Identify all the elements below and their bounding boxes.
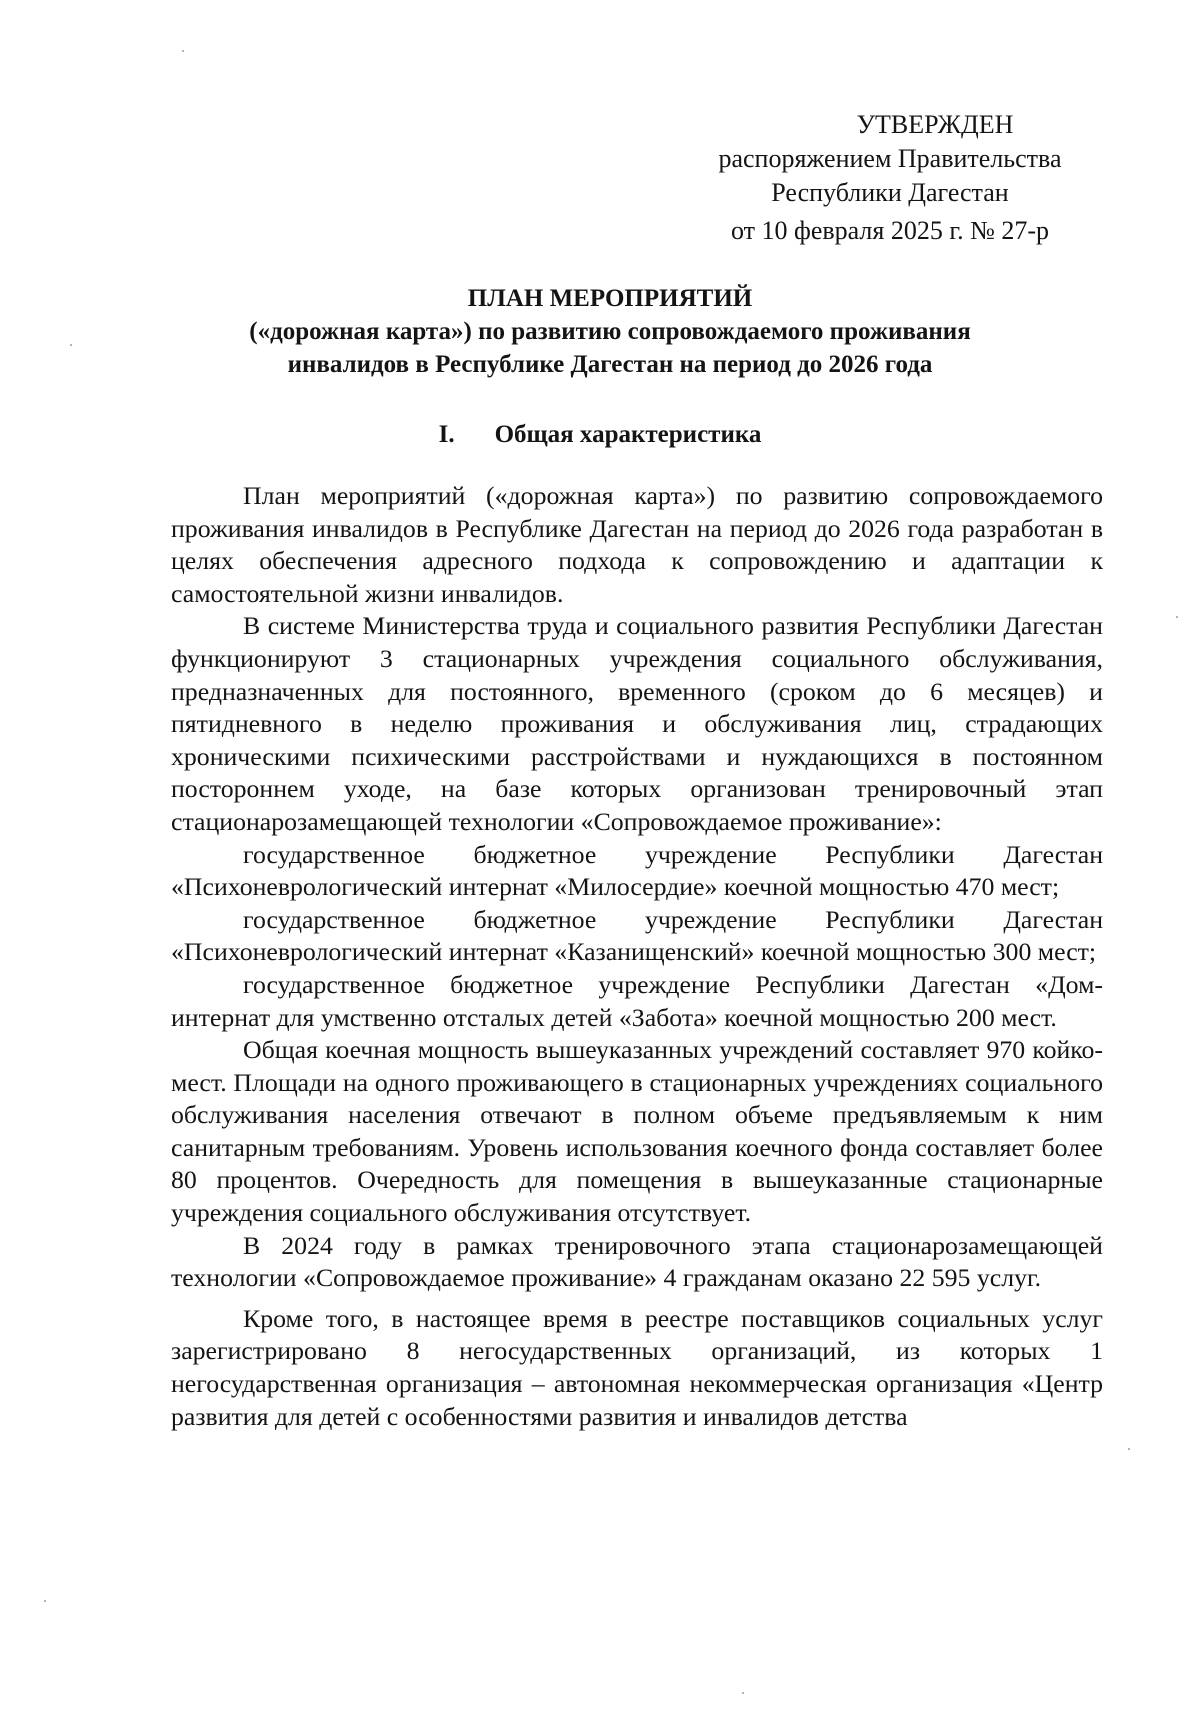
scan-speck [742, 1692, 744, 1694]
paragraph-institutions: В системе Министерства труда и социального развития Республики Дагестан функционируют 3 стационарных учреждения социального обслуживания, предназначенных для постоянного, временного (сроком до 6 месяцев) и пятидневного в неделю проживания и обслуживания лиц, страдающих хроническими психическими расстройствами и нуждающихся в постоянном постороннем уходе, на базе которых организован тренировочный этап стационарозамещающей технологии «Сопровождаемое проживание»: [171, 611, 1103, 836]
scan-speck [182, 50, 184, 52]
section-number: I. [438, 421, 455, 448]
paragraph-intro: План мероприятий («дорожная карта») по развитию сопровождаемого проживания инвалидов в Республике Дагестан на период до 2026 года разработан в целях обеспечения адресного подхода к сопровождению и адаптации к самостоятельной жизни инвалидов. [171, 481, 1103, 608]
scan-speck [1128, 1448, 1130, 1450]
section-title: Общая характеристика [494, 421, 762, 448]
approval-date-number: от 10 февраля 2025 г. № 27-р [730, 216, 1050, 245]
paragraph-registry: Кроме того, в настоящее время в реестре поставщиков социальных услуг зарегистрировано 8 негосударственных организаций, из которых 1 негосударственная организация – автономная некоммерческая организация «Центр развития для детей с особенностями развития и инвалидов детства [171, 1303, 1103, 1431]
scan-speck [44, 1600, 46, 1602]
scan-speck [1176, 616, 1178, 618]
scan-speck [70, 344, 72, 346]
approval-region: Республики Дагестан [771, 178, 1009, 207]
paragraph-capacity: Общая коечная мощность вышеуказанных учреждений составляет 970 койко-мест. Площади на одного проживающего в стационарных учреждениях социального обслуживания населения отвечают в полном объеме предъявляемым к ним санитарным требованиям. Уровень использования коечного фонда составляет более 80 процентов. Очередность для помещения в вышеуказанные стационарные учреждения социального обслуживания отсутствует. [171, 1035, 1103, 1228]
approval-issuer: распоряжением Правительства [718, 144, 1062, 173]
approval-stamp-block [660, 108, 1120, 248]
plan-title-line-2: («дорожная карта») по развитию сопровождаемого проживания [249, 318, 971, 345]
approval-title: УТВЕРЖДЕН [856, 110, 1014, 139]
paragraph-services-2024: В 2024 году в рамках тренировочного этапа стационарозамещающей технологии «Сопровождаемое проживание» 4 гражданам оказано 22 595 услуг. [171, 1230, 1103, 1293]
paragraph-institution-kazanishchensky: государственное бюджетное учреждение Республики Дагестан «Психоневрологический интернат «Казанищенский» коечной мощностью 300 мест; [171, 904, 1103, 967]
paragraph-institution-zabota: государственное бюджетное учреждение Республики Дагестан «Дом-интернат для умственно отсталых детей «Забота» коечной мощностью 200 мест. [171, 969, 1103, 1032]
body-text [171, 480, 1103, 1433]
plan-title-line-1: ПЛАН МЕРОПРИЯТИЙ [467, 285, 753, 312]
plan-title-line-3: инвалидов в Республике Дагестан на период до 2026 года [287, 351, 933, 378]
plan-title [130, 282, 1090, 381]
section-heading [0, 418, 1200, 451]
paragraph-institution-miloserdie: государственное бюджетное учреждение Республики Дагестан «Психоневрологический интернат «Милосердие» коечной мощностью 470 мест; [171, 839, 1103, 902]
